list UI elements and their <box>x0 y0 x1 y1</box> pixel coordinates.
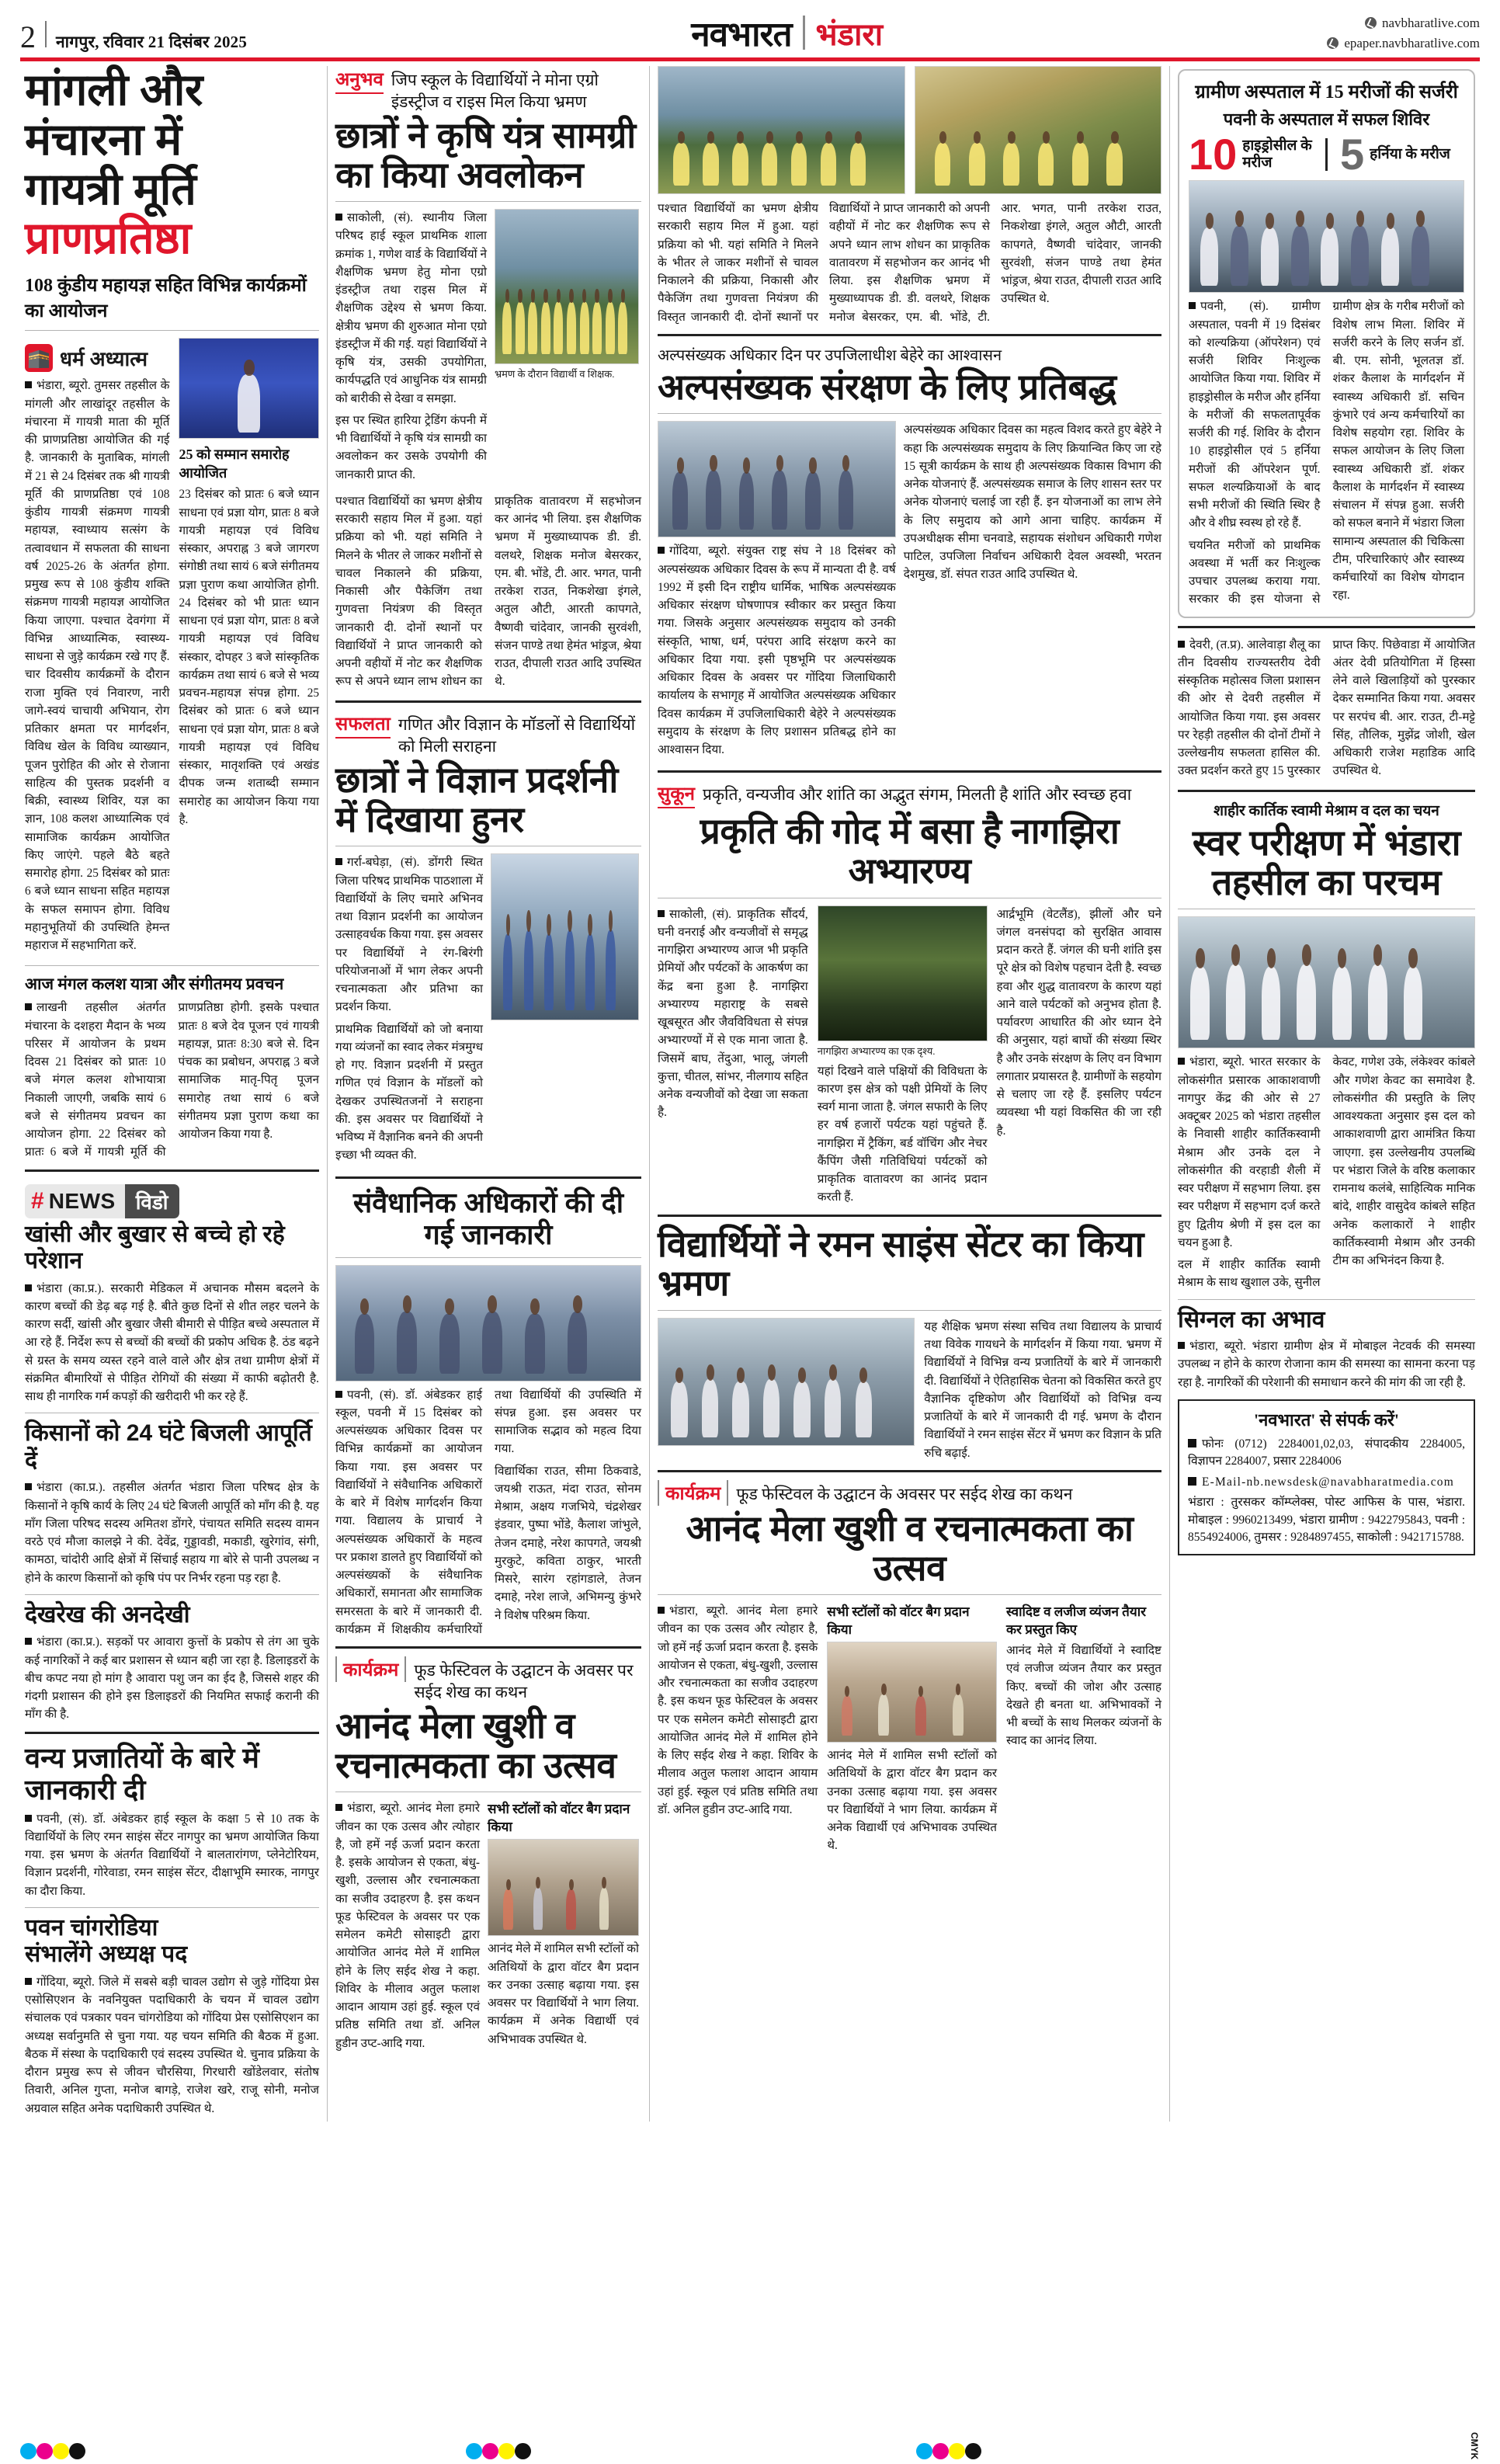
divider-thick <box>658 334 1161 336</box>
divider <box>335 201 641 202</box>
anand-mela-c-subhead-2: स्वादिष्ट व लजीज व्यंजन तैयार कर प्रस्तुत किए <box>1006 1604 1147 1638</box>
kicker-text: फूड फेस्टिवल के उद्घाटन के अवसर पर सईद शेख का कथन <box>736 1484 1073 1503</box>
photo-figures <box>915 67 1161 193</box>
vigyan-paragraph-2: प्राथमिक विद्यार्थियों को जो बनाया गया व्यंजनों का स्वाद लेकर मंत्रमुग्ध हो गए. विज्ञान प्रदर्शनी में प्रस्तुत गणित एवं विज्ञान के मॉडलों को देखकर उपस्थितजनों ने सराहना की. इस अवसर पर विद्यार्थियों ने भविष्य में वैज्ञानिक बनने की अपनी इच्छा भी व्यक्त की. <box>335 1022 483 1162</box>
masthead-logo-block <box>691 9 883 56</box>
raman-body: यह शैक्षिक भ्रमण संस्था सचिव तथा विद्यालय के प्राचार्य तथा विवेक गायधने के मार्गदर्शन में किया गया. भ्रमण में विद्यार्थियों ने विभिन्न वन्य प्रजातियों के बारे में जानकारी दी. विद्यार्थियों ने ऐतिहासिक चेतना को विकसित करते हुए वैज्ञानिक दृष्टिकोण और विद्यार्थियों को विभिन्न वन्य प्रजातियों के बारे में जानकारी दी गई. भ्रमण के दौरान विद्यार्थियों ने रमन साइंस सेंटर में भ्रमण कर विज्ञान के प्रति रुचि बढ़ाई. <box>924 1319 1161 1460</box>
divider-thick <box>335 700 641 703</box>
signal-body <box>1178 1337 1475 1392</box>
black-dot <box>69 2443 85 2459</box>
krishi-photo-strip <box>658 66 1161 194</box>
stat-label-hydrocele: हाइड्रोसील के मरीज <box>1242 137 1312 172</box>
headline-alpsankhyak: अल्पसंख्यक संरक्षण के लिए प्रतिबद्ध <box>658 366 1116 407</box>
headline-nagzira: प्रकृति की गोद में बसा है नागझिरा अभ्यारण्य <box>700 811 1120 891</box>
contact-phone-line <box>1188 1436 1465 1471</box>
news-video-badge[interactable] <box>25 1184 179 1218</box>
contact-title: 'नवभारत' से संपर्क करें' <box>1253 1409 1399 1430</box>
subsection-paragraph: लाखनी तहसील अंतर्गत मंचारना के दशहरा मैदान के भव्य परिसर में आयोजन के प्रथम दिवस 21 दिसंबर को प्रातः 10 बजे मंगल कलश शोभायात्रा निकाली जाएगी, जबकि सायं 6 बजे से संगीतमय प्रवचन का आयोजन होगा. 22 दिसंबर को प्रातः 6 बजे में गायत्री मूर्ति की प्राणप्रतिष्ठा होगी. इसके पश्चात प्रातः 8 बजे देव पूजन एवं गायत्री महायज्ञ, प्रातः 8:30 बजे से. दिन पंचक का प्रबोधन, अपराह्न 3 बजे सामाजिक मातृ-पितृ पूजन समारोह तथा सायं 6 बजे संगीतमय प्रज्ञा पुराण कथा का आयोजन किया गया है. <box>25 999 319 1161</box>
kicker-karyakram <box>335 1656 641 1703</box>
vertical-divider <box>45 21 47 47</box>
chandrodiya-headline: पवन चांगरोडिया संभालेंगे अध्यक्ष पद <box>25 1914 188 1968</box>
divider <box>1178 1299 1475 1300</box>
news-label: NEWS <box>48 1188 116 1213</box>
divider-thick <box>25 1732 319 1734</box>
vigyan-body-left <box>335 853 483 1164</box>
cyan-dot <box>466 2443 482 2459</box>
bullet-square-icon <box>1188 1437 1202 1451</box>
anand-mela-paragraph-1: भंडारा, ब्यूरो. आनंद मेला हमारे जीवन का एक उत्सव और त्योहार है, जो हमें नई ऊर्जा प्रदान करता है. इसके आयोजन से एकता, बंधु-खुशी, उल्लास और रचनात्मकता का सजीव उदाहरण है. इस कथन फूड फेस्टिवल के अवसर पर एक समेलन कमेटी सोसाइटी द्वारा आयोजित आनंद मेले में शामिल होने के लिए सईद शेख ने कहा. शिविर के मीलाव अतुल फलाश आदान आयाम उहां हुई. स्कूल एवं प्रतिष्ठ समिति तथा डॉ. अनिल हुडीन उप्ट-आदि गया. <box>335 1799 480 2052</box>
divider <box>335 1257 641 1258</box>
news-headline-3: देखरेख की अनदेखी <box>25 1601 190 1628</box>
nagzira-col-2 <box>818 905 988 1207</box>
lead-headline-line1: मांगली और मंचारना में <box>25 65 203 165</box>
column-b <box>328 66 650 2122</box>
lead-headline-line2a: गायत्री मूर्ति <box>25 164 196 214</box>
edition-name: भंडारा <box>815 17 884 52</box>
stat-label-hernia: हर्निया के मरीज <box>1370 146 1450 163</box>
news-paragraph-2: भंडारा (का.प्र.). तहसील अंतर्गत भंडारा जिला परिषद क्षेत्र के किसानों ने कृषि कार्य के लिए 24 घंटे बिजली आपूर्ति को माँग की है. यह माँग जिला परिषद सदस्य अमितश डोंगरे, पंचायत समिति सदस्य वामन वरठे एवं मौजा कालझे ने की. देवेंद्र, गुड्डावडी, मकाडी, खुरेगांव, संगी, कामठा, चांदोरी आदि क्षेत्रों में सिंचाई सहाय गा बोरे से पानी उपलब्ध न होने के कारण किसानों को कृषि पंप पर निर्भर रहना पड़ रहा है. <box>25 1479 319 1587</box>
alpsankhyak-paragraph-1: गोंदिया, ब्यूरो. संयुक्त राष्ट्र संघ ने 18 दिसंबर को अल्पसंख्यक अधिकार दिवस के रूप में मान्यता दी है. वर्ष 1992 में इसी दिन राष्ट्रीय धार्मिक, भाषिक अल्पसंख्यक अधिकार संरक्षण घोषणापत्र स्वीकार कर प्रस्तुत किया गया. जिसके अनुसार अल्पसंख्यक समुदाय को उनकी संस्कृति, भाषा, धर्म, परंपरा आदि संरक्षण करने का अधिकार दिया गया. इसी पृष्ठभूमि पर अल्पसंख्यक अधिकार दिवस के अवसर पर गोंदिया जिलाधिकारी कार्यालय के सभागृह में आयोजित अल्पसंख्यक अधिकार दिवस कार्यक्रम में उपजिलाधिकारी बेहेरे ने अल्पसंख्यक समुदाय के संरक्षण के लिए प्रशासन प्रतिबद्ध होने का आश्वासन दिया. <box>658 542 896 759</box>
krishi-body-left <box>335 209 487 484</box>
photo-figures <box>491 854 638 1020</box>
anand-mela-subhead-1: सभी स्टॉलों को वॉटर बैग प्रदान किया <box>488 1802 630 1835</box>
lead-right-part <box>179 338 319 958</box>
headline-anand-mela-c: आनंद मेला खुशी व रचनात्मकता का उत्सव <box>686 1507 1134 1588</box>
cmyk-dots-left <box>20 2443 85 2459</box>
students-visit-photo <box>495 209 639 364</box>
raman-row <box>658 1318 1161 1462</box>
column-c <box>650 66 1170 2122</box>
kicker-text: फूड फेस्टिवल के उद्घाटन के अवसर पर सईद शेख का कथन <box>414 1661 634 1702</box>
krishi-photo-col <box>495 209 639 488</box>
news-paragraph-3: भंडारा (का.प्र.). सड़कों पर आवारा कुत्तों के प्रकोप से तंग आ चुके कई नागरिकों ने कई बार प्रशासन से ध्यान बही जा रहा है. डिलाइडरों के बीच कपट नया हो मांग है आवारा पशु जन का ईद है, जिससे शहर की गंदगी प्रशासन की होने इस डिलाइडरों की नियमित सफाई करानी की माँग की है. <box>25 1633 319 1723</box>
divider <box>658 1310 1161 1311</box>
photo-figures <box>828 1642 996 1742</box>
cmyk-label-block <box>1469 2432 1480 2459</box>
anand-mela-body-2: आनंद मेले में शामिल सभी स्टॉलों को अतिथियों के द्वारा वॉटर बैग प्रदान कर उनका उत्साह बढ़ाया गया. इस अवसर पर विद्यार्थियों ने भाग लिया. कार्यक्रम में अनेक विद्यार्थी एवं अभिभावक उपस्थित थे. <box>488 1942 639 2046</box>
alpsankhyak-kicker: अल्पसंख्यक अधिकार दिन पर उपजिलाधीश बेहेरे का आश्वासन <box>658 346 1002 364</box>
globe-icon <box>1365 17 1377 29</box>
lead-subhead: 108 कुंडीय महायज्ञ सहित विभिन्न कार्यक्रमों का आयोजन <box>25 276 307 322</box>
epaper-url[interactable]: epaper.navbharatlive.com <box>1344 35 1480 50</box>
anand-mela-c-col2 <box>827 1602 997 1855</box>
anand-mela-left <box>335 1799 480 2056</box>
alpsankhyak-block <box>658 344 1161 763</box>
krishi-content-row <box>335 209 641 488</box>
nagzira-row <box>658 905 1161 1207</box>
signal-paragraph: भंडारा, ब्यूरो. भंडारा ग्रामीण क्षेत्र में मोबाइल नेटवर्क की समस्या उपलब्ध न होने के कारण रोजाना काम की समस्या का सामना करना पड़ रहा है. नागरिकों की परेशानी की समाधान करने की मांग की जा रही है. <box>1178 1337 1475 1392</box>
news-body-2 <box>25 1479 319 1587</box>
stat-number-hernia: 5 <box>1340 130 1365 179</box>
headline-hospital-surgery: ग्रामीण अस्पताल में 15 मरीजों की सर्जरी <box>1195 82 1458 103</box>
yellow-dot <box>498 2443 515 2459</box>
anand-mela-c-paragraph: भंडारा, ब्यूरो. आनंद मेला हमारे जीवन का एक उत्सव और त्योहार है, जो हमें नई ऊर्जा प्रदान करता है. इसके आयोजन से एकता, बंधु-खुशी, उल्लास और रचनात्मकता का सजीव उदाहरण है. इस कथन फूड फेस्टिवल के अवसर पर एक समेलन कमेटी सोसाइटी द्वारा आयोजित आनंद मेले में शामिल होने के लिए सईद शेख ने कहा. शिविर के मीलाव अतुल फलाश आदान आयाम उहां हुई. स्कूल एवं प्रतिष्ठ समिति तथा डॉ. अनिल हुडीन उप्ट-आदि गया. <box>658 1602 818 1819</box>
hospital-stats-row <box>1189 130 1464 179</box>
photo-figures <box>488 1840 638 1935</box>
divider-thick <box>1178 626 1475 628</box>
masthead-websites <box>1327 13 1480 53</box>
cmyk-dots-right <box>916 2443 981 2459</box>
stat-divider <box>1325 138 1328 171</box>
shahir-body <box>1178 1053 1475 1291</box>
divider-thick <box>25 1169 319 1172</box>
yellow-dot <box>53 2443 69 2459</box>
kicker-tag: कार्यक्रम <box>658 1480 728 1506</box>
column-d <box>1170 66 1483 2122</box>
lead-top-row <box>25 338 319 958</box>
alpsankhyak-photo-col <box>658 421 896 763</box>
samvaidhanik-names: विद्यार्थिका राउत, सीमा ठिकवाडे, जयश्री राऊत, मंदा राउत, सोनम मेश्राम, अक्षय गजभिये, चंद्रशेखर इंडवार, पुष्पा भोंडे, कैलाश जांभुले, तेजन दमाहे, नरेश कापगते, जयश्री मुरकुटे, कविता ठाकुर, भारती मिसरे, सारंग रहांगडाले, तेजन दमाहे, नरेश लाजे, अभिमन्यु कुंभरे ने विशेष परिश्रम किया. <box>495 1464 641 1622</box>
alpsankhyak-main <box>658 344 1161 763</box>
kicker-karyakram-c <box>658 1480 1161 1506</box>
photo-figures <box>179 339 318 438</box>
ramanscience-paragraph: पवनी, (सं). डॉ. अंबेडकर हाई स्कूल के कक्षा 5 से 10 तक के विद्यार्थियों के लिए रमन साइंस सेंटर नागपुर का भ्रमण आयोजित किया गया. इस भ्रमण के अंतर्गत विद्यार्थियों ने बालतारांगण, प्लेनेटोरियम, विज्ञान प्रदर्शनी, गोरेवाडा, रमन साइंस सेंटर, दीक्षाभूमि स्मारक, नागपुर का दौरा किया. <box>25 1810 319 1900</box>
black-dot <box>515 2443 531 2459</box>
nagzira-paragraph-1: साकोली, (सं). प्राकृतिक सौंदर्य, घनी वनराई और वन्यजीवों से समृद्ध नागझिरा अभ्यारण्य आज भी प्रकृति प्रेमियों और पर्यटकों के आकर्षण का केंद्र बना हुआ है. नागझिरा अभ्यारण्य महाराष्ट्र के सबसे खूबसूरत और जैवविविधता से संपन्न अभ्यारण्यों में से एक माना जाता है. जिसमें बाघ, तेंदुआ, भालू, जंगली कुत्ता, चीतल, सांभर, नीलगाय सहित अनेक वन्यजीवों को देखा जा सकता है. <box>658 905 808 1122</box>
headline-anand-mela: आनंद मेला खुशी व रचनात्मकता का उत्सव <box>335 1705 616 1785</box>
magenta-dot <box>482 2443 498 2459</box>
globe-icon <box>1327 37 1339 49</box>
raman-science-center-photo <box>658 1318 915 1446</box>
lead-body-text <box>25 377 169 954</box>
hospital-subhead: पवनी के अस्पताल में सफल शिविर <box>1223 109 1430 129</box>
video-label[interactable]: विडो <box>125 1184 179 1218</box>
krishi-paragraph-3: पश्चात विद्यार्थियों का भ्रमण क्षेत्रीय सरकारी सहाय मिल में हुआ. यहां प्रक्रिया को भी. यहां समिति ने मिलने के भीतर ले जाकर मशीनों से चावल निकालने की प्रक्रिया, निकासी और पैकेजिंग तथा गुणवत्ता नियंत्रण की विस्तृत जानकारी दी. दोनों स्थानों पर विद्यार्थियों ने प्राप्त जानकारी को अपनी वहीयों में नोट कर शैक्षणिक रूप से अपने ध्यान लाभ शोधन का प्राकृतिक वातावरण में सहभोजन कर आनंद भी लिया. इस शैक्षणिक भ्रमण में मुख्याध्यापक डी. डी. वलथरे, शिक्षक मनोज बेसरकर, एम. बी. भोंडे, टी. आर. भगत, पानी तरकेश राउत, निकशेखा इंगले, अतुल औटी, आरती कापगते, वैष्णवी चांदेवार, जानकी सुरवंशी, संजन पाण्डे तथा हेमंत भांड्रज, श्रेया राउत, दीपाली राउत आदि उपस्थित थे. <box>335 494 641 689</box>
section-badge-dharm <box>25 344 169 372</box>
contact-address: भंडारा : तुरसकर कॉम्प्लेक्स, पोस्ट आफिस के पास, भंडारा. मोबाइल : 9960213499, भंडारा ग्रामीण : 9422795843, पवनी : 8554924006, तुमसर : 9284897455, साकोली : 9421715788. <box>1188 1496 1465 1545</box>
krishi-paragraph-2: इस पर स्थित हारिया ट्रेडिंग कंपनी में भी विद्यार्थियों ने कृषि यंत्र सामग्री का अवलोकन कर उसके उपयोगी की जानकारी प्राप्त की. <box>335 413 487 481</box>
kicker-anubhav <box>335 66 641 113</box>
chandrodiya-paragraph: गोंदिया, ब्यूरो. जिले में सबसे बड़ी चावल उद्योग से जुड़े गोंदिया प्रेस एसोसिएशन के नवनियुक्त पदाधिकारी के चयन में चावल उद्योग संचालक एवं पत्रकार पवन चांगरोडिया को गोंदिया प्रेस एसोसिएशन का अध्यक्ष सर्वानुमति से चुना गया. यह चयन समिति की बैठक में हुआ. बैठक में संस्था के पदाधिकारी एवं सदस्य उपस्थित थे. चुनाव प्रक्रिया के दौरान प्रमुख रूप से जीवन चौरसिया, गिरधारी खोंडेलवार, संतोष तिवारी, अनिल गुप्ता, मनोज बागड़े, राजेश खरे, राजू सोनी, मनोज अग्रवाल सहित अनेक पदाधिकारी उपस्थित थे. <box>25 1973 319 2118</box>
hash-icon: # <box>31 1187 44 1214</box>
minority-rights-event-photo <box>658 421 896 537</box>
lead-headline <box>25 66 319 264</box>
lead-left-part <box>25 338 169 958</box>
yellow-dot <box>949 2443 965 2459</box>
cyan-dot <box>20 2443 36 2459</box>
headline-raman-science: विद्यार्थियों ने रमन साइंस सेंटर का किया भ्रमण <box>658 1223 1144 1304</box>
contact-address-line <box>1188 1494 1465 1546</box>
divider-thick <box>335 1646 641 1649</box>
hospital-paragraph-1: पवनी, (सं). ग्रामीण अस्पताल, पवनी में 19 दिसंबर को शल्यक्रिया (ऑपरेशन) एवं सर्जरी शिविर निःशुल्क आयोजित किया गया. शिविर में हाइड्रोसील के मरीज और हर्निया के मरीजों की सफलतापूर्वक सर्जरी की गई. शिविर के दौरान 10 हाइड्रोसील एवं 5 हर्निया मरीजों की ऑपरेशन पूर्ण. सफल शल्यक्रियाओं के बाद सभी मरीजों की स्थिति स्थिर है और वे शीघ्र स्वस्थ हो रहे हैं. <box>1189 297 1321 532</box>
kicker-tag: सुकून <box>658 780 695 808</box>
subsection-body-2 <box>25 999 319 1161</box>
news-body-3 <box>25 1633 319 1723</box>
cmyk-dots-mid <box>466 2443 531 2459</box>
news-headline-2: किसानों को 24 घंटे बिजली आपूर्ति दें <box>25 1420 312 1473</box>
nagzira-photo-caption: नागझिरा अभ्यारण्य का एक दृश्य. <box>817 1044 936 1057</box>
hash-part <box>25 1184 125 1218</box>
constitutional-rights-photo <box>335 1265 641 1381</box>
food-stalls-photo <box>827 1642 997 1743</box>
science-exhibition-photo <box>491 853 639 1020</box>
cmyk-label: CMYK <box>1469 2431 1480 2459</box>
divider <box>25 1594 319 1595</box>
photo-figures <box>658 67 905 193</box>
photo-figures <box>658 422 895 537</box>
alpsankhyak-body-1 <box>658 542 896 759</box>
contact-box <box>1178 1399 1475 1555</box>
kicker-text: प्रकृति, वन्यजीव और शांति का अद्भुत संगम, मिलती है शांति और स्वच्छ हवा <box>702 785 1132 805</box>
hospital-paragraph-2: चयनित मरीजों को प्राथमिक अवस्था में भर्ती कर निःशुल्क उपचार उपलब्ध कराया गया. सरकार की इस योजना से ग्रामीण क्षेत्र के गरीब मरीजों को विशेष लाभ मिला. शिविर में सर्जरी करने के लिए सर्जन डॉ. बी. एम. सोनी, भूलतज्ञ डॉ. शंकर कैलाश के मार्गदर्शन में स्वास्थ्य अधिकारी डॉ. सचिन कुंभारे एवं अन्य कर्मचारियों का विशेष सहयोग रहा. शिविर के सफल आयोजन के लिए जिला स्वास्थ्य अधिकारी डॉ. शंकर कैलाश के मार्गदर्शन में स्वास्थ्य संचालन में संपन्न हुआ. सर्जरी को सफल बनाने में भंडारा जिला सामान्य अस्पताल की चिकित्सा टीम, परिचारिकाएं और स्वास्थ्य कर्मचारियों का विशेष योगदान रहा. <box>1189 300 1464 606</box>
krishi-continued-body <box>658 200 1161 326</box>
kicker-sukoon <box>658 780 1161 808</box>
cyan-dot <box>916 2443 932 2459</box>
divider-thick <box>335 1176 641 1179</box>
page-grid <box>17 66 1483 2122</box>
krishi-text-left <box>335 209 487 488</box>
black-dot <box>965 2443 981 2459</box>
vigyan-photo-col <box>491 853 639 1168</box>
alpsankhyak-row <box>658 421 1161 763</box>
nagzira-sanctuary-photo <box>818 905 988 1041</box>
anand-mela-c-row <box>658 1602 1161 1855</box>
anand-mela-c-body <box>658 1602 818 1819</box>
anand-mela-c-col3 <box>1006 1602 1161 1855</box>
krishi-continued-paragraph: पश्चात विद्यार्थियों का भ्रमण क्षेत्रीय सरकारी सहाय मिल में हुआ. यहां प्रक्रिया को भी. यहां समिति ने मिलने के भीतर ले जाकर मशीनों से चावल निकालने की प्रक्रिया, निकासी और पैकेजिंग तथा गुणवत्ता नियंत्रण की विस्तृत जानकारी दी. दोनों स्थानों पर विद्यार्थियों ने प्राप्त जानकारी को अपनी वहीयों में नोट कर शैक्षणिक रूप से अपने ध्यान लाभ शोधन का प्राकृतिक वातावरण में सहभोजन कर आनंद भी लिया. इस शैक्षणिक भ्रमण में मुख्याध्यापक डी. डी. वलथरे, शिक्षक मनोज बेसरकर, एम. बी. भोंडे, टी. आर. भगत, पानी तरकेश राउत, निकशेखा इंगले, अतुल औटी, आरती कापगते, वैष्णवी चांदेवार, जानकी सुरवंशी, संजन पाण्डे तथा हेमंत भांड्रज, श्रेया राउत, दीपाली राउत आदि उपस्थित थे. <box>658 202 1161 324</box>
photo-figures <box>1189 181 1464 292</box>
nagzira-col-3 <box>997 905 1162 1207</box>
news-body-1 <box>25 1280 319 1406</box>
anand-mela-body <box>335 1799 480 2052</box>
kabaddi-paragraph: देवरी, (त.प्र). आलेवाड़ा शैलू का तीन दिवसीय राज्यस्तरीय देवी संस्कृतिक महोत्सव जिला प्रशासन की ओर से देवरी तहसील में आयोजित किया गया. इस अवसर पर रेहड़ी तहसील की दोनों टीमों ने उल्लेखनीय सफलता हासिल की. उक्त प्रदर्शन करते हुए 15 पुरस्कार प्राप्त किए. पिछेवाडा में आयोजित अंतर देवी प्रतियोगिता में हिस्सा लेने वाले खिलाड़ियों को पुरस्कार देकर सम्मानित किया गया. अवसर पर सरपंच बी. आर. राउत, टी-मट्टे सिंह, तौलिक, मुझेंद्र जोशी, खेल अधिकारी राजेश महाडिक आदि उपस्थित थे. <box>1178 636 1475 783</box>
chandrodiya-body <box>25 1973 319 2118</box>
shahir-kicker: शाहीर कार्तिक स्वामी मेश्राम व दल का चयन <box>1214 803 1439 820</box>
anand-mela-right <box>488 1799 639 2056</box>
divider <box>658 1594 1161 1595</box>
stat-hernia <box>1340 130 1464 179</box>
goddess-photo <box>179 338 319 439</box>
hospital-surgery-box <box>1178 69 1475 618</box>
anand-mela-c-col1 <box>658 1602 818 1855</box>
section-badge-label: धर्म अध्यात्म <box>60 347 148 371</box>
anand-mela-row <box>335 1799 641 2056</box>
photo-figures <box>495 210 638 363</box>
place-date: नागपुर, रविवार 21 दिसंबर 2025 <box>56 33 248 51</box>
nagzira-body-2: यहां दिखने वाले पक्षियों की विविधता के कारण इस क्षेत्र को पक्षी प्रेमियों के लिए स्वर्ग माना जाता है. जंगल सफारी के लिए हर वर्ष हजारों पर्यटक यहां पहुंचते हैं. नागझिरा में ट्रैकिंग, बर्ड वॉचिंग और नेचर कैंपिंग जैसी गतिविधियां पर्यटकों को प्राकृतिक वातावरण का आनंद प्रदान करती हैं. <box>817 1064 988 1204</box>
box-body: 23 दिसंबर को प्रातः 6 बजे ध्यान साधना एवं प्रज्ञा योग, प्रातः 8 बजे गायत्री महायज्ञ एवं विविध संस्कार, अपराह्न 3 बजे जागरण संगोष्ठी तथा सायं 6 बजे संगीतमय प्रज्ञा पुराण कथा आयोजित होगी. 24 दिसंबर को भी प्रातः ध्यान साधना एवं प्रज्ञा योग, प्रातः 8 बजे गायत्री महायज्ञ एवं विविध संस्कार, दोपहर 3 बजे सांस्कृतिक कार्यक्रम तथा सायं 6 बजे से भव्य प्रवचन-महायज्ञ संपन्न होगा. 25 दिसंबर को प्रातः 6 बजे ध्यान साधना एवं प्रज्ञा योग, प्रातः 8 बजे गायत्री महायज्ञ एवं विविध संस्कार, मातृशक्ति एवं अखंड दीपक जन्म शताब्दी सम्मान समारोह का आयोजन किया गया है. <box>179 488 319 826</box>
vigyan-text-left <box>335 853 483 1168</box>
lead-headline-line2b: प्राणप्रतिष्ठा <box>25 214 191 264</box>
photo-figures <box>336 1266 641 1381</box>
photo-figures <box>1179 917 1474 1048</box>
krishi-photo-caption: भ्रमण के दौरान विद्यार्थी व शिक्षक. <box>495 368 615 381</box>
kicker-text: गणित और विज्ञान के मॉडलों से विद्यार्थियों को मिली सराहना <box>398 715 636 756</box>
magenta-dot <box>36 2443 53 2459</box>
raman-text-col <box>924 1318 1161 1462</box>
divider-thick <box>658 770 1161 773</box>
lead-body-paragraph: भंडारा, ब्यूरो. तुमसर तहसील के मांगली और लाखांदूर तहसील के मंचारना में गायत्री माता की मूर्ति की प्राणप्रतिष्ठा आयोजित की गई है. जानकारी के मुताबिक, मांगली में 21 से 24 दिसंबर तक श्री गायत्री मूर्ति की प्राणप्रतिष्ठा एवं 108 कुंडीय गायत्री संक्रमण गायत्री महायज्ञ, स्वाध्याय सत्संग के तत्वावधान में सफलता की साधना वर्ष 2025-26 के अंतर्गत होगा. प्रमुख रूप से 108 कुंडीय शक्ति संक्रमण गायत्री महायज्ञ आयोजित किया जाएगा. पश्चात देवगंगा में विभिन्न आध्यात्मिक, स्वास्थ्य-साधना से जुड़े कार्यक्रम रखे गए हैं. चार दिवसीय कार्यक्रमों के दौरान राजा मुक्ति एवं निवारण, नारी जागे-स्वयं चाचायी अभियान, रोग प्रतिकार क्षमता पर मार्गदर्शन, विविध खेल के विविध व्याख्यान, पूजन पुरोहित की ओर से रोजाना साहित्य की पुस्तक प्रदर्शनी व बिक्री, स्वास्थ्य शिविर, यज्ञ का ज्ञान, 108 कलश आध्यात्मिक एवं सामाजिक कार्यक्रम आयोजित किए जाएंगे. पहले बैठे बहते समारोह होगा. 25 दिसंबर को प्रातः 6 बजे ध्यान साधना सहित महायज्ञ के सफल समापन होगा. विविध महानुभूतियों की उपस्थिति हेमन्त महाराज में सहभागिता करें. <box>25 377 169 954</box>
divider <box>25 965 319 966</box>
masthead-red-rule <box>20 57 1480 61</box>
shahir-paragraph-1: भंडारा, ब्यूरो. भारत सरकार के लोकसंगीत प्रसारक आकाशवाणी नागपुर केंद्र की ओर से 27 अक्टूबर 2025 को भंडारा तहसील के निवासी शाहीर कार्तिकस्वामी मेश्राम और उनके दल ने लोकसंगीत की वरहाडी शैली में स्वर परीक्षण में सहभाग लिया. इस स्वर परीक्षण में सहभाग दर्ज करते हुए द्वितीय श्रेणी में इस दल का चयन हुआ है. <box>1178 1053 1321 1252</box>
kicker-text: जिप स्कूल के विद्यार्थियों ने मोना एग्रो इंडस्ट्रीज व राइस मिल किया भ्रमण <box>391 71 599 111</box>
kicker-saphalta <box>335 711 641 757</box>
divider-thick <box>1178 790 1475 792</box>
nagzira-body-1 <box>658 905 808 1122</box>
shahir-paragraph-2: दल में शाहीर कार्तिक स्वामी मेश्राम के साथ खुशाल उके, सुनील केवट, गणेश उके, लंकेश्वर कांबले और गणेश केवट का समावेश है. लोकसंगीत की प्रस्तुति के लिए आवश्यकता अनुसार इस दल को आकाशवाणी द्वारा आमंत्रित किया जाएगा. इस उल्लेखनीय उपलब्धि पर भंडारा जिले के वरिष्ठ कलाकार रामनाथ कलंबे, साहित्यिक मानिक बांदे, शाहीर वासुदेव कांबले सहित अनेक कलाकारों ने शाहीर कार्तिकस्वामी मेश्राम और उनकी टीम का अभिनंदन किया है. <box>1178 1055 1475 1290</box>
subsection-headline-2: आज मंगल कलश यात्रा और संगीतमय प्रवचन <box>25 975 284 994</box>
vigyan-content-row <box>335 853 641 1168</box>
logo-divider <box>803 16 805 50</box>
divider <box>25 1907 319 1908</box>
stat-hydrocele <box>1189 130 1313 179</box>
samvaidhanik-body <box>335 1386 641 1639</box>
alpsankhyak-text-col <box>904 421 1161 763</box>
anand-mela-c-body-3: आनंद मेले में विद्यार्थियों ने स्वादिष्ट एवं लजीज व्यंजन तैयार कर प्रस्तुत किए. बच्चों की जोश और उत्साह देखते ही बनता था. अभिभावकों ने भी बच्चों के साथ मिलकर व्यंजनों के स्वाद का आनंद लिया. <box>1006 1644 1161 1748</box>
kicker-tag: सफलता <box>335 711 391 739</box>
ramanscience-body <box>25 1810 319 1900</box>
bullet-square-icon <box>1188 1475 1202 1489</box>
page-number: 2 <box>20 19 36 54</box>
masthead <box>17 0 1483 56</box>
krishi-body-bottom <box>335 492 641 693</box>
divider <box>25 330 319 331</box>
ramanscience-sub-headline: वन्य प्रजातियों के बारे में जानकारी दी <box>25 1741 259 1805</box>
hospital-body <box>1189 297 1464 608</box>
alpsankhyak-body-2: अल्पसंख्यक अधिकार दिवस का महत्व विशद करते हुए बेहेरे ने कहा कि अल्पसंख्यक समुदाय के लिए क्रियान्वित किए जा रहे 15 सूत्री कार्यक्रम के साथ ही अल्पसंख्यक विकास विभाग की अनेक योजनाएं हैं. अल्पसंख्यक समाज के लिए शासन स्तर पर अनेक योजनाएं चलाई जा रही हैं. इन योजनाओं का लाभ लेने के लिए समुदाय को आगे आना चाहिए. कार्यक्रम में उपअधीक्षक सीमा चनवाडे, सहायक संशोधन अधिकारी गणेश पाटिल, उपजिला निर्वाचन अधिकारी देवल अवस्थी, भरतन देशमुख, डॉ. संपत राउत आदि उपस्थित थे. <box>903 423 1161 582</box>
divider <box>658 413 1161 414</box>
headline-swar-pariksha: स्वर परीक्षण में भंडारा तहसील का परचम <box>1192 822 1461 902</box>
news-headline-1: खांसी और बुखार से बच्चे हो रहे परेशान <box>25 1221 285 1274</box>
headline-vigyan-pradarshani: छात्रों ने विज्ञान प्रदर्शनी में दिखाया हुनर <box>335 759 618 839</box>
agro-industry-photo-2 <box>915 66 1162 194</box>
samvaidhanik-paragraph: पवनी, (सं). डॉ. अंबेडकर हाई स्कूल, पवनी में 15 दिसंबर को अल्पसंख्यक अधिकार दिवस पर विभिन्न कार्यक्रमों का आयोजन किया गया. इस अवसर पर विद्यार्थियों ने संवैधानिक अधिकारों के बारे में विशेष मार्गदर्शन किया गया. विद्यालय के प्राचार्य ने अल्पसंख्यक अधिकारों के महत्व पर प्रकाश डालते हुए विद्यार्थियों को अल्पसंख्यकों के संवैधानिक अधिकारों, समानता और सामाजिक समरसता के बारे में जानकारी दी. कार्यक्रम में शिक्षकीय कर्मचारियों तथा विद्यार्थियों की उपस्थिति में संपन्न हुआ. इस अवसर पर सामाजिक सद्भाव को महत्व दिया गया. <box>335 1386 641 1639</box>
photo-figures <box>658 1319 914 1445</box>
nagzira-col-1 <box>658 905 808 1207</box>
column-a <box>17 66 328 2122</box>
hospital-camp-photo <box>1189 180 1464 293</box>
headline-samvaidhanik: संवैधानिक अधिकारों की दी गई जानकारी <box>352 1186 624 1250</box>
headline-krishi-yantra: छात्रों ने कृषि यंत्र सामग्री का किया अवलोकन <box>335 115 636 195</box>
news-paragraph-1: भंडारा (का.प्र.). सरकारी मेडिकल में अचानक मौसम बदलने के कारण बच्चों की डेढ़ बढ़ गई है. बीते कुछ दिनों से शीत लहर चलने के कारण सर्दी, खांसी और बुखार जैसी बीमारी से पीड़ित बच्चे अस्पताल में आ रहे हैं. निर्देश रूप से बच्चों की बच्चों की प्रकोप अधिक है. ठंड बढ़ने से ग्रस्त के समय व्यस्त रहने वाले वाले और क्षेत्र तथा ग्रामीण क्षेत्रों में संक्रमित बीमारियों से पीड़ित रोगियों की संख्या में काफी बढ़ोतरी है. साथ ही नागरिक गर्म कपड़ों की खरीदारी भी कर रहे हैं. <box>25 1280 319 1406</box>
magenta-dot <box>932 2443 949 2459</box>
contact-email-line <box>1188 1474 1465 1491</box>
stat-number-hydrocele: 10 <box>1189 130 1238 179</box>
kicker-tag: कार्यक्रम <box>335 1656 406 1682</box>
vigyan-paragraph-1: गर्रा-बघेड़ा, (सं). डोंगरी स्थित जिला परिषद प्राथमिक पाठशाला में विद्यार्थियों के लिए चमारे अभिनव तथा विज्ञान प्रदर्शनी का आयोजन उत्साहवर्धक किया गया. इस अवसर पर विद्यार्थियों ने रंग-बिरंगी परियोजनाओं में भाग लेकर अपनी रचनात्मकता और प्रतिभा का प्रदर्शन किया. <box>335 853 483 1016</box>
contact-email[interactable]: E-Mail-nb.newsdesk@navabharatmedia.com <box>1202 1475 1455 1489</box>
contact-phone: फोनः (0712) 2284001,02,03, संपादकीय 2284005, विज्ञापन 2284007, प्रसार 2284006 <box>1188 1437 1465 1468</box>
anand-mela-c-subhead: सभी स्टॉलों को वॉटर बैग प्रदान किया <box>827 1604 970 1638</box>
kabaddi-body <box>1178 636 1475 783</box>
newspaper-logo: नवभारत <box>691 16 792 54</box>
divider-thick <box>658 1470 1161 1472</box>
raman-photo-col <box>658 1318 915 1462</box>
anand-mela-c-body-2: आनंद मेले में शामिल सभी स्टॉलों को अतिथियों के द्वारा वॉटर बैग प्रदान कर उनका उत्साह बढ़ाया गया. इस अवसर पर विद्यार्थियों ने भाग लिया. कार्यक्रम में अनेक विद्यार्थी एवं अभिभावक उपस्थित थे. <box>827 1749 997 1853</box>
temple-icon: 🕋 <box>25 344 53 372</box>
nagzira-body-3: आर्द्रभूमि (वेटलैंड), झीलों और घने जंगल वनसंपदा को सुरक्षित आवास प्रदान करते हैं. जंगल की घनी शांति इस पूरे क्षेत्र को विशेष पहचान देती है. स्वच्छ हवा और शुद्ध वातावरण के कारण यहां आने वाले पर्यटकों को अनुभव होता है. पर्यावरण आधारित की ओर ध्यान देने की अनुसार, यहां बाघों की संख्या स्थिर है और उनके संरक्षण के लिए वन विभाग लगातार प्रयासरत है. ग्रामीणों के सहयोग से चलाए जा रहे हैं. इसलिए पर्यटन व्यवस्था भी यहां विकसित की जा रही है. <box>996 907 1161 1138</box>
website-url[interactable]: navbharatlive.com <box>1381 16 1480 30</box>
krishi-paragraph-1: साकोली, (सं). स्थानीय जिला परिषद हाई स्कूल प्राथमिक शाला क्रमांक 1, गणेश वार्ड के विद्यार्थियों ने शैक्षणिक भ्रमण हेतु मोना एग्रो इंडस्ट्रीज तथा राइस मिल में शैक्षणिक उद्देश्य से भ्रमण किया. क्षेत्रीय भ्रमण की शुरुआत मोना एग्रो इंडस्ट्रीज में की गई. यहां विद्यार्थियों ने कृषि यंत्र, उसकी उपयोगिता, कार्यपद्धति एवं आधुनिक यंत्र सामग्री को बारीकी से देखा व समझा. <box>335 209 487 408</box>
divider-thick <box>658 1215 1161 1217</box>
box-headline: 25 को सम्मान समारोह आयोजित <box>179 447 290 481</box>
headline-signal: सिग्नल का अभाव <box>1178 1306 1325 1333</box>
shahir-team-photo <box>1178 916 1475 1048</box>
footer-strip <box>0 2431 1500 2464</box>
masthead-left <box>20 21 247 53</box>
kicker-tag: अनुभव <box>335 66 384 94</box>
food-festival-photo <box>488 1839 639 1936</box>
agro-industry-photo-1 <box>658 66 905 194</box>
